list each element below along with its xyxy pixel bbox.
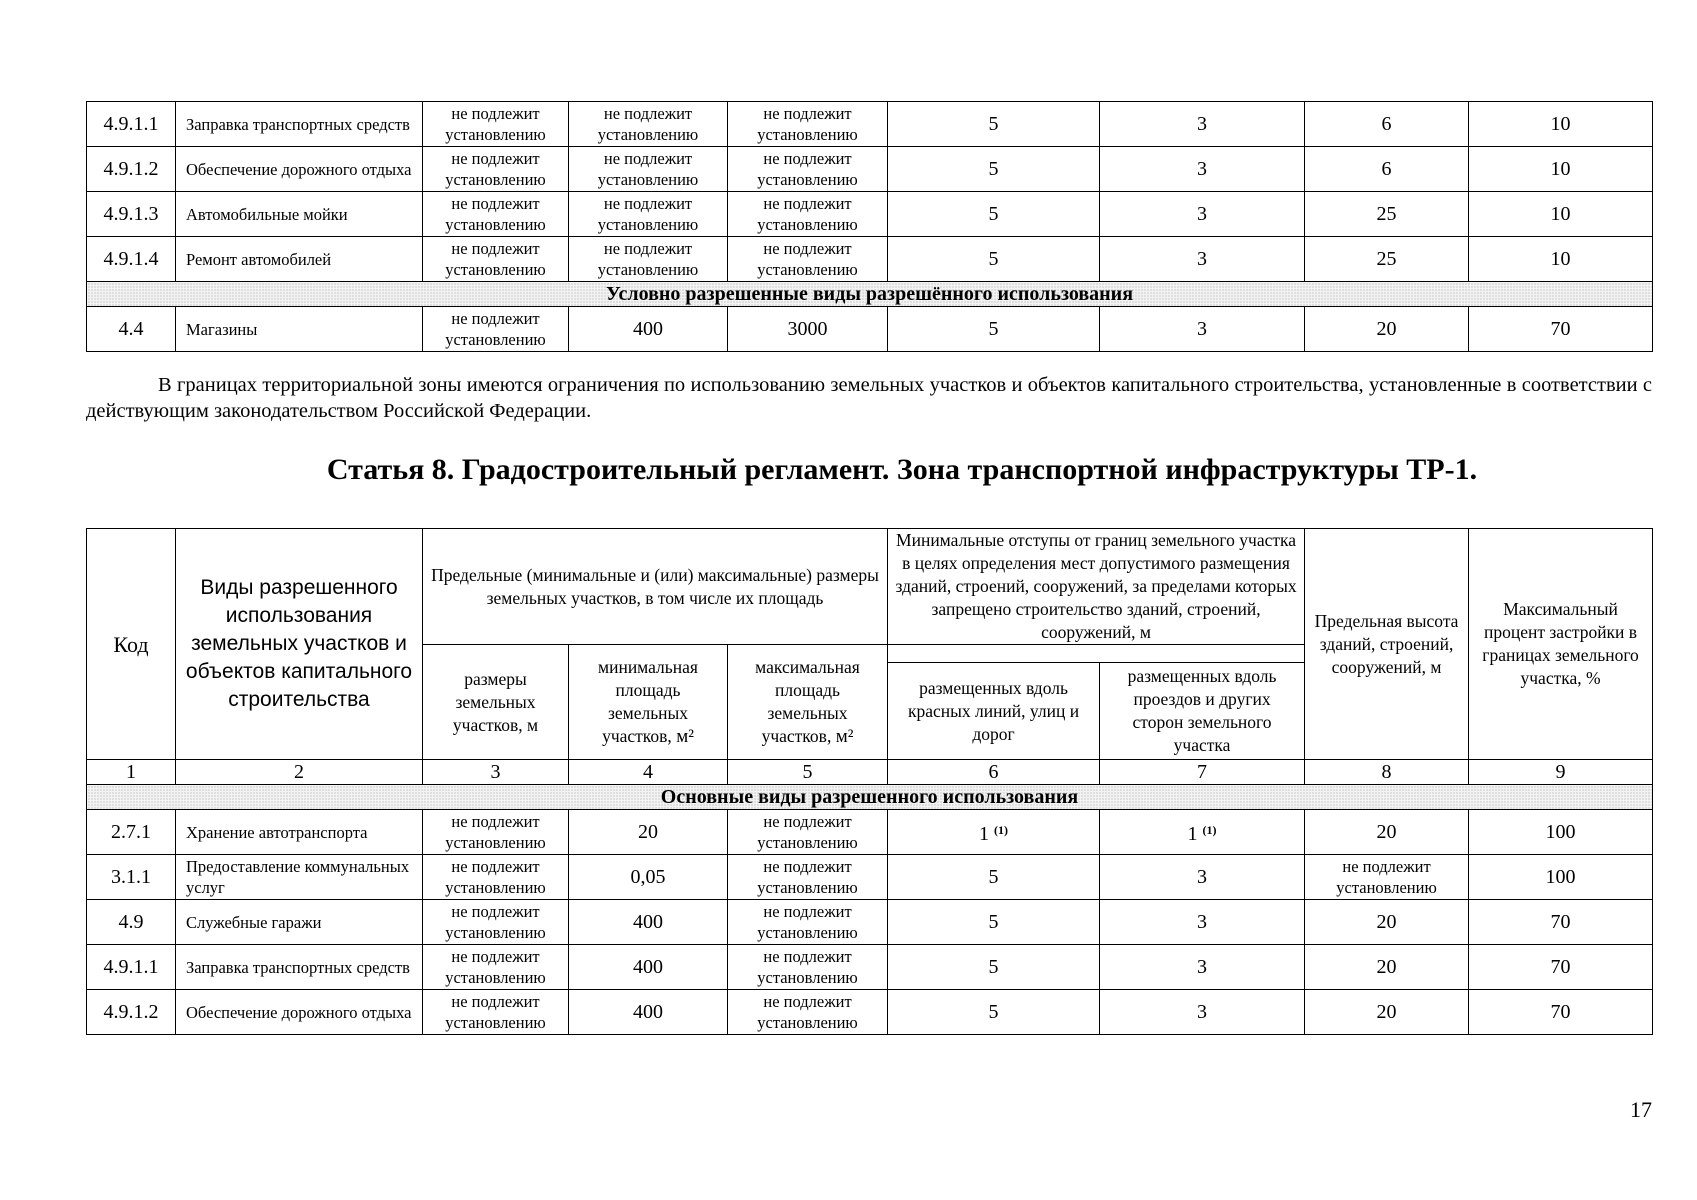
max-area-cell: не подлежит установлению <box>728 147 888 192</box>
code-cell: 3.1.1 <box>87 855 176 900</box>
header-row <box>87 529 1653 645</box>
min-area-cell: 400 <box>569 307 728 352</box>
header-max-area-label: максимальная площадь земельных участков, <box>755 657 860 746</box>
max-coverage-cell: 10 <box>1469 237 1653 282</box>
section-title-conditional: Условно разрешенные виды разрешённого использования <box>87 282 1653 307</box>
area-unit: м² <box>676 726 694 747</box>
header-setback-other: размещенных вдоль проездов и других сторон земельного участка <box>1100 663 1305 760</box>
header-spacer <box>888 645 1305 663</box>
code-cell: 4.9.1.1 <box>87 945 176 990</box>
header-setbacks-group: Минимальные отступы от границ земельного участка в целях определения мест допустимого размещения зданий, строений, сооружений, за пределами которых запрещено строительство зданий, строений, сооружений, м <box>888 529 1305 645</box>
use-type-cell: Магазины <box>176 307 423 352</box>
regulation-table-continued <box>86 101 1653 352</box>
max-height-cell: 6 <box>1305 102 1469 147</box>
max-area-cell: не подлежит установлению <box>728 990 888 1035</box>
setback-other-cell: 3 <box>1100 237 1305 282</box>
min-area-cell: не подлежит установлению <box>569 102 728 147</box>
column-number: 6 <box>888 760 1100 785</box>
max-coverage-cell: 100 <box>1469 810 1653 855</box>
max-area-cell: не подлежит установлению <box>728 945 888 990</box>
column-number: 3 <box>423 760 569 785</box>
setback-red-lines-cell: 5 <box>888 102 1100 147</box>
table-row <box>87 990 1653 1035</box>
plot-size-cell: не подлежит установлению <box>423 147 569 192</box>
section-title-main: Основные виды разрешенного использования <box>87 785 1653 810</box>
code-cell: 4.9.1.2 <box>87 147 176 192</box>
max-height-cell: 20 <box>1305 900 1469 945</box>
setback-other-cell: 3 <box>1100 855 1305 900</box>
min-area-cell: 20 <box>569 810 728 855</box>
use-type-cell: Обеспечение дорожного отдыха <box>176 147 423 192</box>
max-height-cell: 20 <box>1305 307 1469 352</box>
max-coverage-cell: 70 <box>1469 990 1653 1035</box>
plot-size-cell: не подлежит установлению <box>423 237 569 282</box>
max-coverage-cell: 100 <box>1469 855 1653 900</box>
setback-other-cell: 3 <box>1100 102 1305 147</box>
regulation-table-tr1 <box>86 528 1653 1035</box>
setback-value: 1 <box>1187 822 1198 845</box>
use-type-cell: Ремонт автомобилей <box>176 237 423 282</box>
section-row <box>87 785 1653 810</box>
header-min-area-label: минимальная площадь земельных участков, <box>598 657 698 746</box>
table-row <box>87 945 1653 990</box>
header-max-area <box>728 645 888 760</box>
plot-size-cell: не подлежит установлению <box>423 102 569 147</box>
header-setback-red-lines: размещенных вдоль красных линий, улиц и дорог <box>888 663 1100 760</box>
plot-size-cell: не подлежит установлению <box>423 810 569 855</box>
use-type-cell: Служебные гаражи <box>176 900 423 945</box>
header-max-coverage: Максимальный процент застройки в границах земельного участка, % <box>1469 529 1653 760</box>
min-area-cell: 400 <box>569 945 728 990</box>
max-area-cell: не подлежит установлению <box>728 810 888 855</box>
max-area-cell: не подлежит установлению <box>728 900 888 945</box>
setback-other-cell: 3 <box>1100 147 1305 192</box>
setback-red-lines-cell: 5 <box>888 945 1100 990</box>
plot-size-cell: не подлежит установлению <box>423 990 569 1035</box>
setback-other-cell: 3 <box>1100 192 1305 237</box>
table-row <box>87 900 1653 945</box>
table-row <box>87 307 1653 352</box>
setback-red-lines-cell: 5 <box>888 192 1100 237</box>
table-row <box>87 102 1653 147</box>
setback-red-lines-cell <box>888 810 1100 855</box>
min-area-cell: 0,05 <box>569 855 728 900</box>
column-number: 2 <box>176 760 423 785</box>
max-area-cell: не подлежит установлению <box>728 855 888 900</box>
plot-size-cell: не подлежит установлению <box>423 945 569 990</box>
setback-red-lines-cell: 5 <box>888 307 1100 352</box>
plot-size-cell: не подлежит установлению <box>423 855 569 900</box>
article-heading: Статья 8. Градостроительный регламент. Зона транспортной инфраструктуры ТР-1. <box>326 453 1478 486</box>
min-area-cell: 400 <box>569 900 728 945</box>
column-number: 8 <box>1305 760 1469 785</box>
section-row <box>87 282 1653 307</box>
column-number: 9 <box>1469 760 1653 785</box>
setback-other-cell: 3 <box>1100 945 1305 990</box>
max-height-cell: 25 <box>1305 192 1469 237</box>
min-area-cell: не подлежит установлению <box>569 192 728 237</box>
header-use-types: Виды разрешенного использования земельных участков и объектов капитального строительства <box>176 529 423 760</box>
min-area-cell: не подлежит установлению <box>569 237 728 282</box>
max-height-cell: не подлежит установлению <box>1305 855 1469 900</box>
setback-value: 1 <box>979 822 990 845</box>
plot-size-cell: не подлежит установлению <box>423 900 569 945</box>
max-height-cell: 25 <box>1305 237 1469 282</box>
header-max-height: Предельная высота зданий, строений, сооружений, м <box>1305 529 1469 760</box>
column-number: 1 <box>87 760 176 785</box>
column-numbers-row <box>87 760 1653 785</box>
footnote-mark: (1) <box>1202 822 1217 837</box>
max-area-cell: не подлежит установлению <box>728 192 888 237</box>
header-plot-sizes: размеры земельных участков, м <box>423 645 569 760</box>
setback-red-lines-cell: 5 <box>888 855 1100 900</box>
setback-other-cell <box>1100 810 1305 855</box>
code-cell: 4.9.1.4 <box>87 237 176 282</box>
max-coverage-cell: 10 <box>1469 102 1653 147</box>
setback-red-lines-cell: 5 <box>888 990 1100 1035</box>
area-unit: м² <box>835 726 854 747</box>
setback-other-cell: 3 <box>1100 990 1305 1035</box>
header-min-area <box>569 645 728 760</box>
min-area-cell: 400 <box>569 990 728 1035</box>
code-cell: 4.9.1.1 <box>87 102 176 147</box>
setback-red-lines-cell: 5 <box>888 237 1100 282</box>
page-number: 17 <box>1630 1097 1652 1122</box>
setback-other-cell: 3 <box>1100 307 1305 352</box>
column-number: 4 <box>569 760 728 785</box>
table-row <box>87 237 1653 282</box>
plot-size-cell: не подлежит установлению <box>423 192 569 237</box>
max-coverage-cell: 10 <box>1469 147 1653 192</box>
use-type-cell: Заправка транспортных средств <box>176 102 423 147</box>
max-area-cell: 3000 <box>728 307 888 352</box>
column-number: 5 <box>728 760 888 785</box>
use-type-cell: Предоставление коммунальных услуг <box>176 855 423 900</box>
code-cell: 4.9.1.3 <box>87 192 176 237</box>
restrictions-note: В границах территориальной зоны имеются ограничения по использованию земельных участков и объектов капитального строительства, установленные в соответствии с действующим законодательством Российской Федерации. <box>86 374 1652 422</box>
use-type-cell: Хранение автотранспорта <box>176 810 423 855</box>
table-row <box>87 810 1653 855</box>
table-row <box>87 855 1653 900</box>
code-cell: 4.9.1.2 <box>87 990 176 1035</box>
max-coverage-cell: 70 <box>1469 945 1653 990</box>
max-area-cell: не подлежит установлению <box>728 102 888 147</box>
max-height-cell: 20 <box>1305 990 1469 1035</box>
max-height-cell: 20 <box>1305 945 1469 990</box>
header-code: Код <box>87 529 176 760</box>
code-cell: 2.7.1 <box>87 810 176 855</box>
footnote-mark: (1) <box>994 822 1009 837</box>
use-type-cell: Автомобильные мойки <box>176 192 423 237</box>
max-coverage-cell: 70 <box>1469 900 1653 945</box>
max-area-cell: не подлежит установлению <box>728 237 888 282</box>
setback-red-lines-cell: 5 <box>888 147 1100 192</box>
max-coverage-cell: 10 <box>1469 192 1653 237</box>
min-area-cell: не подлежит установлению <box>569 147 728 192</box>
header-sizes-group: Предельные (минимальные и (или) максимальные) размеры земельных участков, в том числе их площадь <box>423 529 888 645</box>
table-row <box>87 192 1653 237</box>
column-number: 7 <box>1100 760 1305 785</box>
code-cell: 4.4 <box>87 307 176 352</box>
use-type-cell: Обеспечение дорожного отдыха <box>176 990 423 1035</box>
table-row <box>87 147 1653 192</box>
setback-red-lines-cell: 5 <box>888 900 1100 945</box>
plot-size-cell: не подлежит установлению <box>423 307 569 352</box>
code-cell: 4.9 <box>87 900 176 945</box>
max-height-cell: 6 <box>1305 147 1469 192</box>
max-coverage-cell: 70 <box>1469 307 1653 352</box>
setback-other-cell: 3 <box>1100 900 1305 945</box>
max-height-cell: 20 <box>1305 810 1469 855</box>
use-type-cell: Заправка транспортных средств <box>176 945 423 990</box>
